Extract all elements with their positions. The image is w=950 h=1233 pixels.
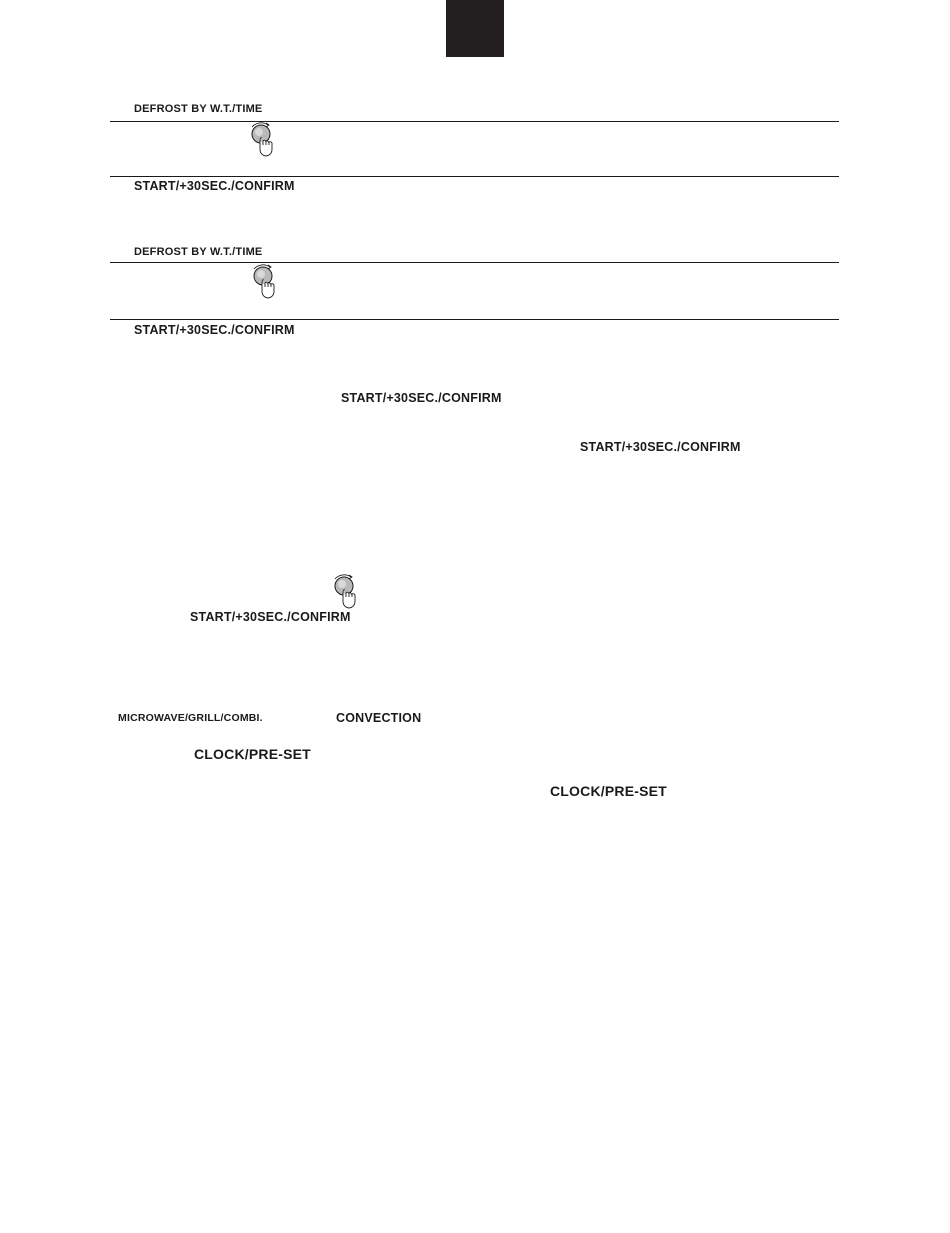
table-rule-bottom bbox=[110, 176, 839, 177]
clock-preset-button-label: CLOCK/PRE-SET bbox=[550, 783, 667, 799]
convection-button-label: CONVECTION bbox=[336, 711, 422, 725]
table-rule-top bbox=[110, 121, 839, 122]
start-confirm-button-label: START/+30SEC./CONFIRM bbox=[134, 323, 295, 337]
microwave-grill-combi-button-label: MICROWAVE/GRILL/COMBI. bbox=[118, 712, 263, 724]
dial-hand-icon bbox=[329, 573, 359, 609]
dial-hand-icon bbox=[248, 263, 278, 299]
start-confirm-button-label: START/+30SEC./CONFIRM bbox=[580, 440, 741, 454]
defrost-button-label: DEFROST BY W.T./TIME bbox=[134, 103, 263, 115]
clock-preset-button-label: CLOCK/PRE-SET bbox=[194, 746, 311, 762]
section-tab-marker bbox=[446, 0, 504, 57]
start-confirm-button-label: START/+30SEC./CONFIRM bbox=[190, 610, 351, 624]
dial-hand-icon bbox=[246, 121, 276, 157]
table-rule-bottom bbox=[110, 319, 839, 320]
table-rule-top bbox=[110, 262, 839, 263]
start-confirm-button-label: START/+30SEC./CONFIRM bbox=[341, 391, 502, 405]
start-confirm-button-label: START/+30SEC./CONFIRM bbox=[134, 179, 295, 193]
defrost-button-label: DEFROST BY W.T./TIME bbox=[134, 246, 263, 258]
